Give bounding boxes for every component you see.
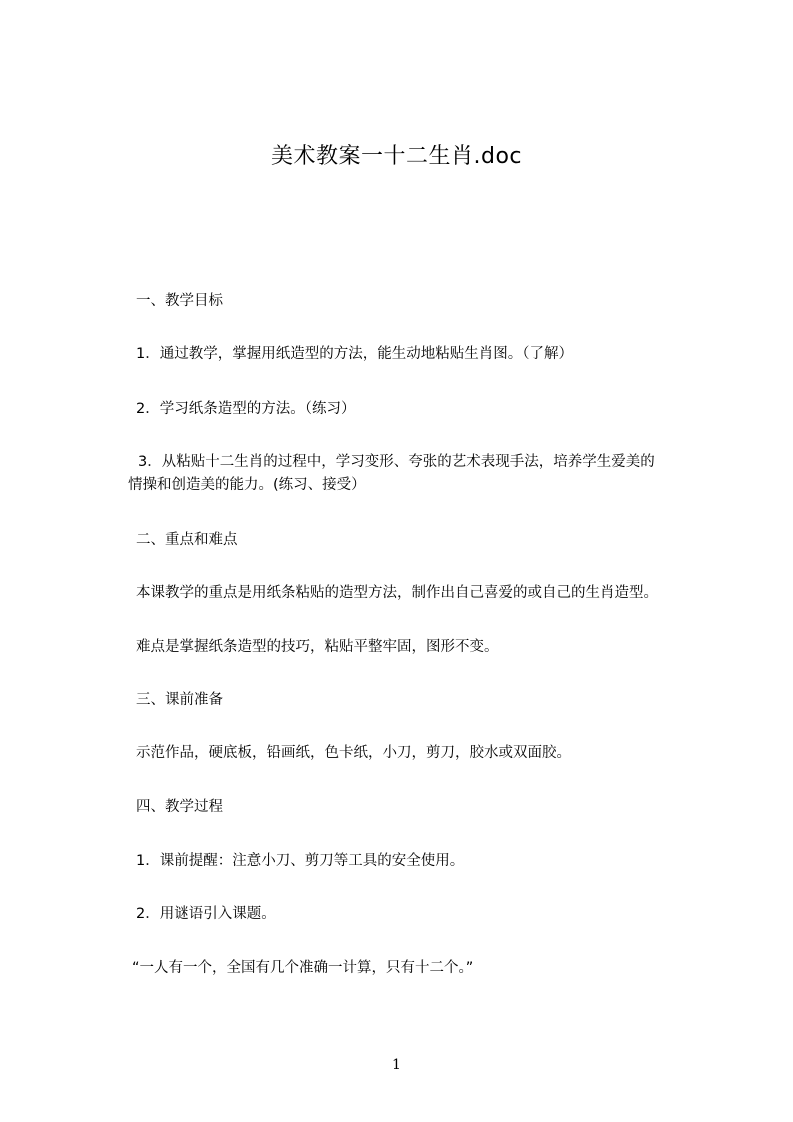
preparation-text: 示范作品，硬底板，铅画纸，色卡纸，小刀，剪刀，胶水或双面胶。 bbox=[136, 745, 571, 761]
page-number: 1 bbox=[392, 1057, 401, 1073]
goal-item-2: 2．学习纸条造型的方法。（练习） bbox=[136, 401, 356, 417]
heading-key-points: 二、重点和难点 bbox=[136, 532, 238, 548]
heading-process: 四、教学过程 bbox=[136, 799, 223, 815]
key-point-text: 本课教学的重点是用纸条粘贴的造型方法，制作出自己喜爱的或自己的生肖造型。 bbox=[136, 585, 658, 601]
heading-teaching-goals: 一、教学目标 bbox=[136, 293, 223, 309]
goal-item-1: 1．通过教学，掌握用纸造型的方法，能生动地粘贴生肖图。（了解） bbox=[136, 346, 573, 362]
process-item-1: 1．课前提醒：注意小刀、剪刀等工具的安全使用。 bbox=[136, 853, 465, 869]
document-title: 美术教案一十二生肖.doc bbox=[270, 144, 522, 169]
heading-preparation: 三、课前准备 bbox=[136, 692, 223, 708]
goal-item-3-line-1: 3．从粘贴十二生肖的过程中，学习变形、夸张的艺术表现手法，培养学生爱美的 bbox=[138, 454, 655, 470]
difficulty-text: 难点是掌握纸条造型的技巧，粘贴平整牢固，图形不变。 bbox=[136, 639, 499, 655]
goal-item-3 bbox=[128, 451, 736, 497]
goal-item-3-line-2: 情操和创造美的能力。(练习、接受） bbox=[128, 477, 366, 493]
riddle-quote: “一人有一个，全国有几个准确一计算，只有十二个。” bbox=[132, 960, 474, 976]
process-item-2: 2．用谜语引入课题。 bbox=[136, 906, 276, 922]
